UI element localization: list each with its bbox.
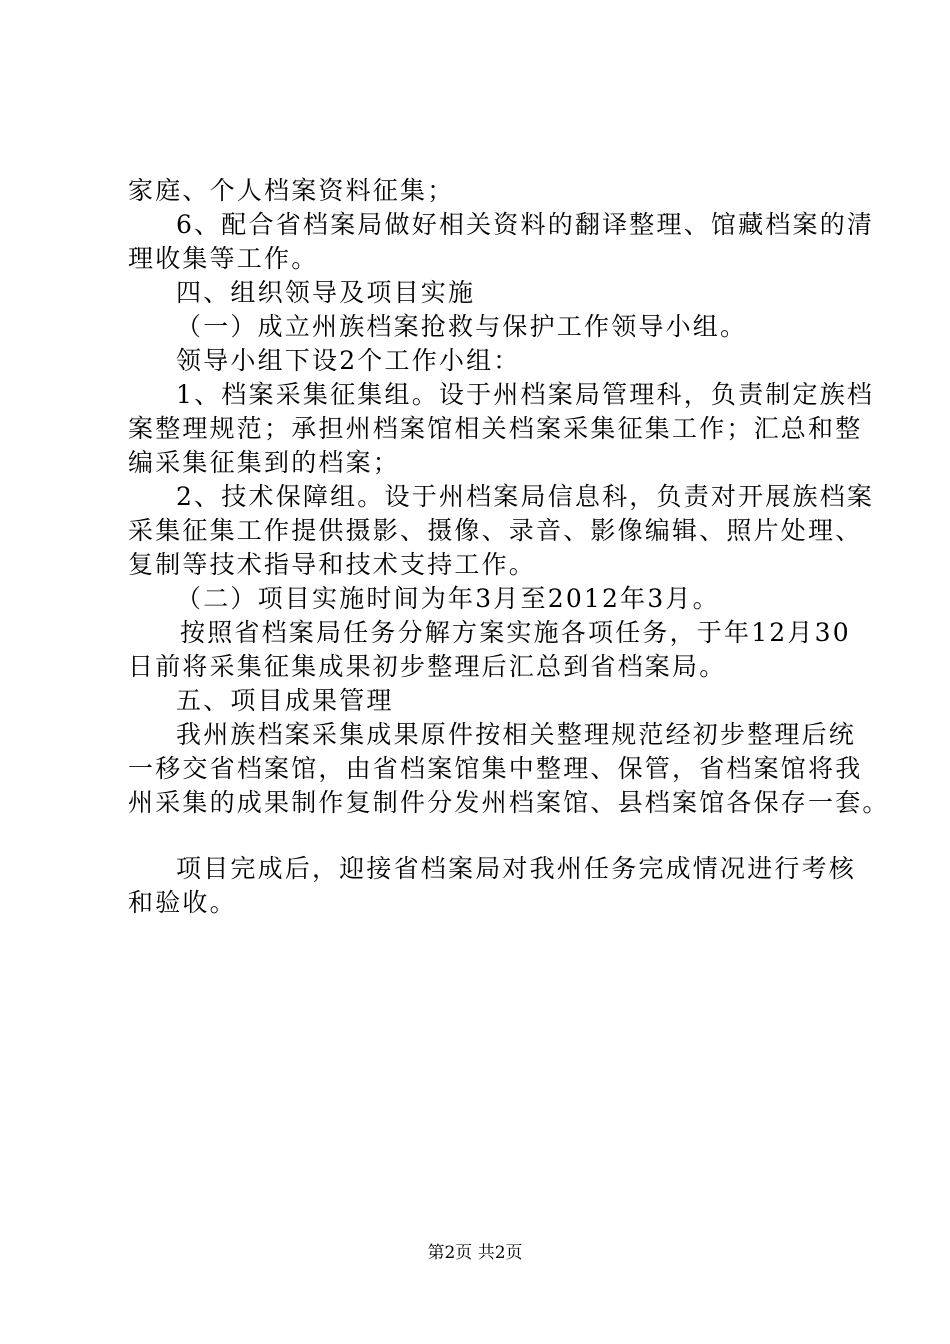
body-text-line: （一）成立州族档案抢救与保护工作领导小组。 xyxy=(176,312,748,341)
body-text-line: 日前将采集征集成果初步整理后汇总到省档案局。 xyxy=(128,652,727,681)
body-text-line: 6、配合省档案局做好相关资料的翻译整理、馆藏档案的清 xyxy=(176,210,875,239)
body-text-line: 一移交省档案馆，由省档案馆集中整理、保管，省档案馆将我 xyxy=(128,754,863,783)
body-text-line: 理收集等工作。 xyxy=(128,244,319,273)
body-text-line: 领导小组下设2个工作小组： xyxy=(176,346,521,375)
body-text-line: 1、档案采集征集组。设于州档案局管理科，负责制定族档 xyxy=(176,380,875,409)
body-text-line: 按照省档案局任务分解方案实施各项任务，于年12月30 xyxy=(180,618,851,647)
body-text-line: （二）项目实施时间为年3月至2012年3月。 xyxy=(176,584,720,613)
body-text-line: 2、技术保障组。设于州档案局信息科，负责对开展族档案 xyxy=(176,482,875,511)
section-heading: 五、项目成果管理 xyxy=(176,686,394,715)
body-text-line: 复制等技术指导和技术支持工作。 xyxy=(128,550,537,579)
page-number-footer: 第2页 共2页 xyxy=(427,1243,523,1263)
body-text-line: 采集征集工作提供摄影、摄像、录音、影像编辑、照片处理、 xyxy=(128,516,863,545)
body-text-line: 编采集征集到的档案； xyxy=(128,448,401,477)
body-text-line: 我州族档案采集成果原件按相关整理规范经初步整理后统 xyxy=(176,720,857,749)
body-text-line: 案整理规范；承担州档案馆相关档案采集征集工作；汇总和整 xyxy=(128,414,863,443)
body-text-line: 州采集的成果制作复制件分发州档案馆、县档案馆各保存一套。 xyxy=(128,788,890,817)
body-text-line: 和验收。 xyxy=(128,888,237,917)
body-text-line: 项目完成后，迎接省档案局对我州任务完成情况进行考核 xyxy=(176,854,857,883)
section-heading: 四、组织领导及项目实施 xyxy=(176,278,476,307)
body-text-line: 家庭、个人档案资料征集； xyxy=(128,176,455,205)
